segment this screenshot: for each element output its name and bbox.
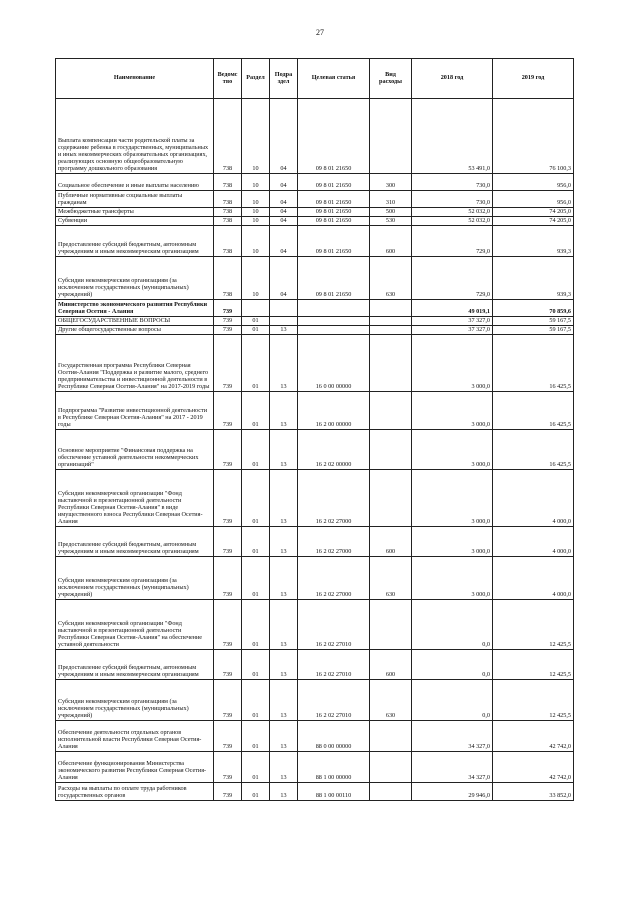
cell-podrazdel: 13 — [270, 557, 298, 600]
cell-2018: 34 327,0 — [412, 721, 493, 752]
cell-2019: 939,3 — [493, 257, 574, 300]
cell-name: Выплата компенсации части родительской платы за содержание ребенка в государственных, муниципальных и иных некоммерческих образовательных организациях, реализующих основную общеобразовательную программу дошкольного образования — [56, 99, 214, 174]
cell-ved: 739 — [214, 430, 242, 470]
cell-csr: 88 0 00 00000 — [298, 721, 370, 752]
cell-vr: 500 — [370, 208, 412, 217]
cell-podrazdel: 13 — [270, 392, 298, 430]
cell-csr: 16 2 02 27000 — [298, 557, 370, 600]
cell-razdel: 01 — [242, 527, 270, 557]
cell-vr — [370, 752, 412, 783]
cell-2018: 49 019,1 — [412, 300, 493, 317]
cell-ved: 739 — [214, 752, 242, 783]
cell-razdel: 01 — [242, 752, 270, 783]
header-razdel: Раздел — [242, 59, 270, 99]
cell-vr: 300 — [370, 174, 412, 191]
table-row — [56, 783, 574, 801]
table-row — [56, 317, 574, 326]
cell-csr: 16 2 02 27010 — [298, 680, 370, 721]
cell-csr: 09 8 01 21650 — [298, 217, 370, 226]
cell-2019: 4 000,0 — [493, 527, 574, 557]
cell-podrazdel: 04 — [270, 217, 298, 226]
cell-csr: 16 2 02 00000 — [298, 430, 370, 470]
cell-2019: 59 167,5 — [493, 326, 574, 335]
cell-2019: 16 425,5 — [493, 392, 574, 430]
header-podrazdel: Подра здел — [270, 59, 298, 99]
cell-name: Межбюджетные трансферты — [56, 208, 214, 217]
cell-ved: 739 — [214, 783, 242, 801]
table-row — [56, 527, 574, 557]
cell-ved: 738 — [214, 99, 242, 174]
cell-2019: 12 425,5 — [493, 650, 574, 680]
table-row — [56, 752, 574, 783]
cell-razdel: 01 — [242, 650, 270, 680]
header-2018: 2018 год — [412, 59, 493, 99]
cell-2019: 42 742,0 — [493, 752, 574, 783]
cell-csr: 16 2 02 27000 — [298, 470, 370, 527]
cell-name: Обеспечение деятельности отдельных органов исполнительной власти Республики Северная Осетия-Алания — [56, 721, 214, 752]
table-row — [56, 680, 574, 721]
cell-podrazdel: 13 — [270, 430, 298, 470]
cell-vr — [370, 99, 412, 174]
cell-csr: 16 2 02 27010 — [298, 650, 370, 680]
cell-ved: 738 — [214, 208, 242, 217]
cell-2018: 730,0 — [412, 174, 493, 191]
cell-2018: 0,0 — [412, 650, 493, 680]
table-row — [56, 326, 574, 335]
table-row — [56, 430, 574, 470]
cell-vr — [370, 783, 412, 801]
cell-podrazdel: 13 — [270, 335, 298, 392]
cell-vr — [370, 317, 412, 326]
cell-razdel: 10 — [242, 174, 270, 191]
table-header-row — [56, 59, 574, 99]
cell-ved: 739 — [214, 392, 242, 430]
table-row — [56, 335, 574, 392]
cell-ved: 739 — [214, 335, 242, 392]
cell-ved: 739 — [214, 557, 242, 600]
cell-razdel: 10 — [242, 191, 270, 208]
cell-podrazdel — [270, 300, 298, 317]
cell-podrazdel: 13 — [270, 527, 298, 557]
cell-podrazdel: 13 — [270, 470, 298, 527]
cell-razdel: 01 — [242, 335, 270, 392]
cell-name: Другие общегосударственные вопросы — [56, 326, 214, 335]
cell-2018: 34 327,0 — [412, 752, 493, 783]
cell-podrazdel: 13 — [270, 326, 298, 335]
cell-csr: 09 8 01 21650 — [298, 99, 370, 174]
cell-vr — [370, 335, 412, 392]
cell-csr: 09 8 01 21650 — [298, 226, 370, 257]
cell-2019: 939,3 — [493, 226, 574, 257]
cell-name: Основное мероприятие "Финансовая поддержка на обеспечение уставной деятельности некоммерческих организаций" — [56, 430, 214, 470]
cell-name: Государственная программа Республики Северная Осетия-Алания "Поддержка и развитие малого, среднего предпринимательства и инвестиционной деятельности в Республике Северная Осетия-Алания" на 2017-2019 годы — [56, 335, 214, 392]
cell-vr: 310 — [370, 191, 412, 208]
cell-name: Расходы на выплаты по оплате труда работников государственных органов — [56, 783, 214, 801]
cell-razdel: 10 — [242, 257, 270, 300]
cell-2018: 3 000,0 — [412, 527, 493, 557]
cell-name: Предоставление субсидий бюджетным, автономным учреждениям и иным некоммерческим организациям — [56, 650, 214, 680]
cell-podrazdel: 04 — [270, 226, 298, 257]
cell-ved: 739 — [214, 470, 242, 527]
cell-name: Публичные нормативные социальные выплаты гражданам — [56, 191, 214, 208]
cell-csr: 16 2 00 00000 — [298, 392, 370, 430]
cell-2019: 42 742,0 — [493, 721, 574, 752]
cell-razdel: 01 — [242, 680, 270, 721]
table-row — [56, 721, 574, 752]
table-row — [56, 470, 574, 527]
cell-2019: 76 100,3 — [493, 99, 574, 174]
cell-2018: 37 327,0 — [412, 317, 493, 326]
table-row — [56, 257, 574, 300]
cell-name: Предоставление субсидий бюджетным, автономным учреждениям и иным некоммерческим организациям — [56, 226, 214, 257]
cell-podrazdel: 04 — [270, 191, 298, 208]
cell-name: Социальное обеспечение и иные выплаты населению — [56, 174, 214, 191]
cell-razdel: 01 — [242, 430, 270, 470]
cell-vr: 530 — [370, 217, 412, 226]
cell-razdel: 01 — [242, 557, 270, 600]
cell-2018: 3 000,0 — [412, 430, 493, 470]
cell-2018: 0,0 — [412, 680, 493, 721]
cell-2018: 3 000,0 — [412, 557, 493, 600]
cell-podrazdel: 04 — [270, 174, 298, 191]
cell-name: Субсидии некоммерческим организациям (за исключением государственных (муниципальных) учреждений) — [56, 257, 214, 300]
cell-2019: 70 859,6 — [493, 300, 574, 317]
cell-vr: 600 — [370, 650, 412, 680]
cell-2019: 12 425,5 — [493, 600, 574, 650]
cell-ved: 739 — [214, 300, 242, 317]
cell-name: ОБЩЕГОСУДАРСТВЕННЫЕ ВОПРОСЫ — [56, 317, 214, 326]
cell-2019: 956,0 — [493, 174, 574, 191]
cell-csr: 16 2 02 27010 — [298, 600, 370, 650]
cell-2018: 729,0 — [412, 257, 493, 300]
cell-razdel: 01 — [242, 721, 270, 752]
cell-ved: 739 — [214, 600, 242, 650]
cell-vr — [370, 300, 412, 317]
cell-vr: 630 — [370, 680, 412, 721]
cell-2018: 729,0 — [412, 226, 493, 257]
cell-ved: 739 — [214, 721, 242, 752]
cell-podrazdel: 13 — [270, 600, 298, 650]
cell-vr — [370, 430, 412, 470]
header-2019: 2019 год — [493, 59, 574, 99]
cell-2018: 53 491,0 — [412, 99, 493, 174]
budget-table — [55, 58, 574, 801]
cell-podrazdel — [270, 317, 298, 326]
table-row — [56, 650, 574, 680]
cell-csr: 16 2 02 27000 — [298, 527, 370, 557]
cell-name: Предоставление субсидий бюджетным, автономным учреждениям и иным некоммерческим организациям — [56, 527, 214, 557]
cell-vr: 600 — [370, 527, 412, 557]
table-row — [56, 557, 574, 600]
cell-name: Министерство экономического развития Республики Северная Осетия - Алания — [56, 300, 214, 317]
table-row — [56, 174, 574, 191]
cell-podrazdel: 13 — [270, 752, 298, 783]
cell-razdel: 01 — [242, 470, 270, 527]
cell-razdel: 01 — [242, 392, 270, 430]
table-row — [56, 226, 574, 257]
cell-2019: 74 205,0 — [493, 217, 574, 226]
cell-razdel: 01 — [242, 600, 270, 650]
page-number: 27 — [316, 28, 324, 37]
cell-name: Подпрограмма "Развитие инвестиционной деятельности в Республике Северная Осетия-Алания" на 2017 - 2019 годы — [56, 392, 214, 430]
cell-2018: 52 032,0 — [412, 208, 493, 217]
table-body — [56, 99, 574, 801]
cell-razdel: 01 — [242, 783, 270, 801]
header-vr: Вид расходы — [370, 59, 412, 99]
cell-2018: 730,0 — [412, 191, 493, 208]
cell-2018: 3 000,0 — [412, 470, 493, 527]
cell-csr: 09 8 01 21650 — [298, 191, 370, 208]
cell-vr: 600 — [370, 226, 412, 257]
cell-razdel: 01 — [242, 326, 270, 335]
cell-ved: 739 — [214, 680, 242, 721]
cell-csr: 16 0 00 00000 — [298, 335, 370, 392]
cell-razdel — [242, 300, 270, 317]
cell-vr — [370, 600, 412, 650]
cell-2019: 4 000,0 — [493, 557, 574, 600]
cell-2019: 12 425,5 — [493, 680, 574, 721]
table-row — [56, 208, 574, 217]
cell-ved: 738 — [214, 191, 242, 208]
cell-2018: 52 032,0 — [412, 217, 493, 226]
cell-ved: 739 — [214, 317, 242, 326]
cell-csr — [298, 300, 370, 317]
cell-csr: 09 8 01 21650 — [298, 174, 370, 191]
cell-2019: 16 425,5 — [493, 430, 574, 470]
cell-razdel: 10 — [242, 217, 270, 226]
cell-csr: 88 1 00 00000 — [298, 752, 370, 783]
cell-podrazdel: 04 — [270, 257, 298, 300]
cell-name: Субсидии некоммерческим организациям (за исключением государственных (муниципальных) учреждений) — [56, 680, 214, 721]
cell-ved: 739 — [214, 650, 242, 680]
cell-csr: 09 8 01 21650 — [298, 208, 370, 217]
cell-2018: 37 327,0 — [412, 326, 493, 335]
cell-podrazdel: 04 — [270, 99, 298, 174]
cell-csr — [298, 326, 370, 335]
table-row — [56, 217, 574, 226]
cell-podrazdel: 04 — [270, 208, 298, 217]
cell-csr — [298, 317, 370, 326]
cell-podrazdel: 13 — [270, 680, 298, 721]
cell-vr: 630 — [370, 257, 412, 300]
cell-ved: 738 — [214, 257, 242, 300]
cell-razdel: 10 — [242, 226, 270, 257]
table-row — [56, 600, 574, 650]
cell-2018: 3 000,0 — [412, 392, 493, 430]
cell-name: Субсидии некоммерческим организациям (за исключением государственных (муниципальных) учреждений) — [56, 557, 214, 600]
header-csr: Целевая статья — [298, 59, 370, 99]
header-name: Наименование — [56, 59, 214, 99]
cell-podrazdel: 13 — [270, 783, 298, 801]
cell-vr — [370, 392, 412, 430]
table-row — [56, 392, 574, 430]
cell-name: Субсидии некоммерческой организации "Фонд выставочной и презентационной деятельности Республики Северная Осетия-Алания" в виде имущественного взноса Республики Северная Осетия-Алания — [56, 470, 214, 527]
cell-ved: 738 — [214, 174, 242, 191]
cell-vr: 630 — [370, 557, 412, 600]
cell-2018: 0,0 — [412, 600, 493, 650]
cell-razdel: 10 — [242, 208, 270, 217]
cell-2018: 29 946,0 — [412, 783, 493, 801]
cell-2019: 74 205,0 — [493, 208, 574, 217]
table-row — [56, 300, 574, 317]
cell-podrazdel: 13 — [270, 650, 298, 680]
table-row — [56, 191, 574, 208]
table-row — [56, 99, 574, 174]
cell-ved: 739 — [214, 326, 242, 335]
cell-2019: 4 000,0 — [493, 470, 574, 527]
cell-vr — [370, 470, 412, 527]
cell-2019: 16 425,5 — [493, 335, 574, 392]
cell-vr — [370, 721, 412, 752]
cell-ved: 739 — [214, 527, 242, 557]
cell-csr: 09 8 01 21650 — [298, 257, 370, 300]
cell-name: Субсидии некоммерческой организации "Фонд выставочной и презентационной деятельности Республики Северная Осетия-Алания" на обеспечение уставной деятельности — [56, 600, 214, 650]
cell-2019: 956,0 — [493, 191, 574, 208]
cell-vr — [370, 326, 412, 335]
cell-ved: 738 — [214, 217, 242, 226]
header-ved: Ведомс тво — [214, 59, 242, 99]
cell-csr: 88 1 00 00110 — [298, 783, 370, 801]
cell-razdel: 10 — [242, 99, 270, 174]
cell-2018: 3 000,0 — [412, 335, 493, 392]
cell-name: Субвенции — [56, 217, 214, 226]
cell-2019: 59 167,5 — [493, 317, 574, 326]
cell-razdel: 01 — [242, 317, 270, 326]
cell-name: Обеспечение функционирования Министерства экономического развития Республики Северная Осетия-Алания — [56, 752, 214, 783]
cell-podrazdel: 13 — [270, 721, 298, 752]
cell-2019: 33 852,0 — [493, 783, 574, 801]
cell-ved: 738 — [214, 226, 242, 257]
